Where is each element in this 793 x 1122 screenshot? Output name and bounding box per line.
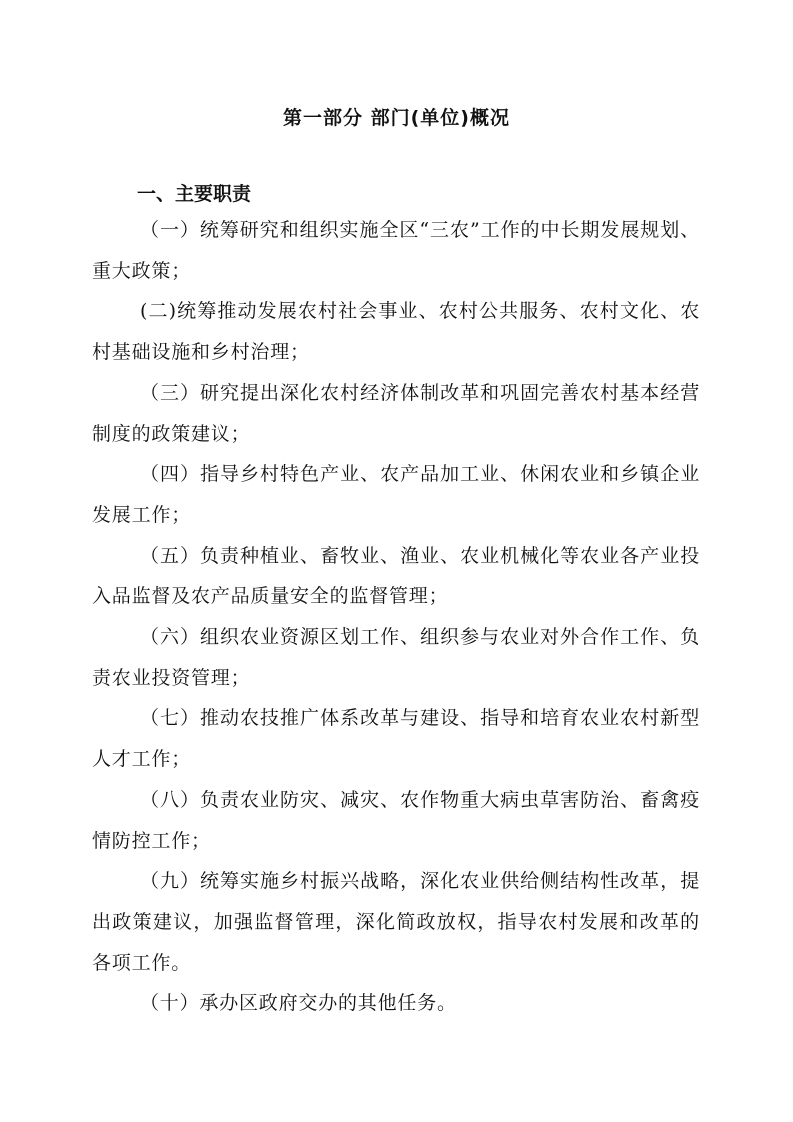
section-heading: 一、主要职责	[137, 183, 252, 205]
duty-item: （七）推动农技推广体系改革与建设、指导和培育农业农村新型人才工作；	[92, 707, 700, 771]
duty-item: （五）负责种植业、畜牧业、渔业、农业机械化等农业各产业投入品监督及农产品质量安全的监督管理；	[92, 544, 700, 608]
duty-item: （三）研究提出深化农村经济体制改革和巩固完善农村基本经营制度的政策建议；	[92, 381, 700, 445]
page-title: 第一部分 部门(单位)概况	[283, 107, 510, 129]
duty-item: (二)统筹推动发展农村社会事业、农村公共服务、农村文化、农村基础设施和乡村治理；	[92, 300, 700, 364]
duty-item: （四）指导乡村特色产业、农产品加工业、休闲农业和乡镇企业发展工作；	[92, 463, 700, 526]
duty-list	[92, 210, 700, 1024]
duty-item: （八）负责农业防灾、减灾、农作物重大病虫草害防治、畜禽疫情防控工作；	[92, 788, 700, 852]
duty-item: （一）统筹研究和组织实施全区“三农”工作的中长期发展规划、重大政策；	[92, 219, 700, 282]
duty-item: （十）承办区政府交办的其他任务。	[140, 992, 457, 1015]
duty-item: （九）统筹实施乡村振兴战略，深化农业供给侧结构性改革，提出政策建议，加强监督管理，深化简政放权，指导农村发展和改革的各项工作。	[92, 870, 700, 974]
duty-item: （六）组织农业资源区划工作、组织参与农业对外合作工作、负责农业投资管理；	[92, 626, 700, 689]
